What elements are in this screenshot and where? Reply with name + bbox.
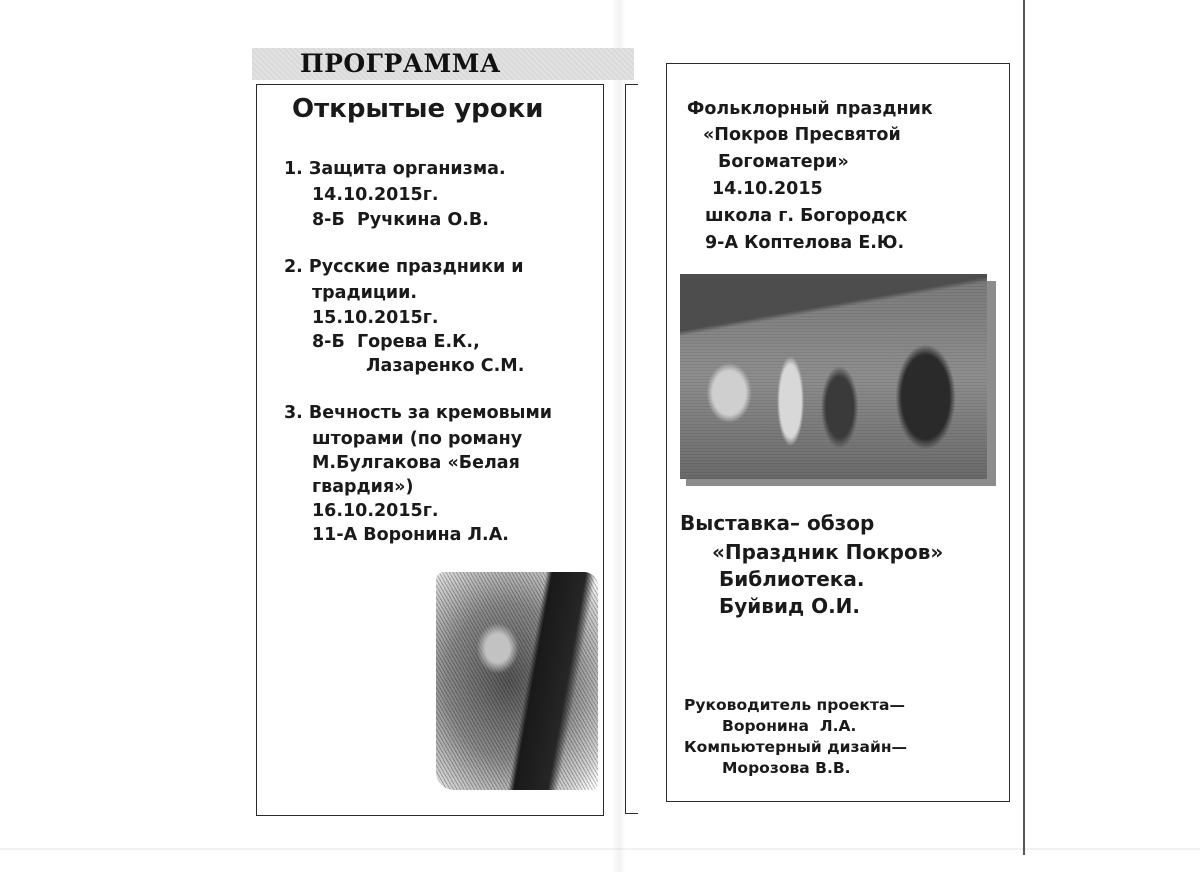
lesson-3-title-cont-3: гвардия») xyxy=(312,477,414,497)
lesson-1-date: 14.10.2015г. xyxy=(312,185,439,205)
lesson-1-title: 1. Защита организма. xyxy=(284,159,506,179)
lesson-2-title: 2. Русские праздники и xyxy=(284,257,524,277)
lesson-3-title-cont-1: шторами (по роману xyxy=(312,429,523,449)
credits-project-lead: Воронина Л.А. xyxy=(722,717,857,735)
portrait-illustration xyxy=(436,572,598,790)
exhibition-name: «Праздник Покров» xyxy=(712,540,944,564)
exhibition-place: Библиотека. xyxy=(719,567,865,591)
event-location: школа г. Богородск xyxy=(705,206,908,226)
lesson-1-teacher: 8-Б Ручкина О.В. xyxy=(312,210,489,230)
program-header: ПРОГРАММА xyxy=(300,49,501,78)
paper-bottom-edge xyxy=(0,848,1200,850)
lesson-3-teacher: 11-А Воронина Л.А. xyxy=(312,525,509,545)
event-teacher: 9-А Коптелова Е.Ю. xyxy=(705,233,905,253)
page-fold-shadow xyxy=(612,0,626,872)
credits-design-label: Компьютерный дизайн— xyxy=(684,738,908,756)
event-name-2: Богоматери» xyxy=(718,152,849,172)
credits-designer: Морозова В.В. xyxy=(722,759,851,777)
lesson-3-date: 16.10.2015г. xyxy=(312,501,439,521)
adjacent-panel-bracket xyxy=(625,84,638,814)
lesson-2-date: 15.10.2015г. xyxy=(312,308,439,328)
credits-project-lead-label: Руководитель проекта— xyxy=(684,696,905,714)
paper-right-edge xyxy=(1023,0,1025,855)
folk-festival-photo xyxy=(680,274,987,479)
lesson-2-teacher: 8-Б Горева Е.К., xyxy=(312,332,480,352)
open-lessons-title: Открытые уроки xyxy=(292,94,544,124)
lesson-2-teacher-2: Лазаренко С.М. xyxy=(366,356,525,376)
event-name-1: «Покров Пресвятой xyxy=(703,125,901,145)
lesson-2-title-cont: традиции. xyxy=(312,283,418,303)
event-title: Фольклорный праздник xyxy=(687,99,933,119)
exhibition-curator: Буйвид О.И. xyxy=(719,594,861,618)
exhibition-title: Выставка– обзор xyxy=(680,511,875,535)
lesson-3-title-cont-2: М.Булгакова «Белая xyxy=(312,453,520,473)
event-date: 14.10.2015 xyxy=(712,179,823,199)
lesson-3-title: 3. Вечность за кремовыми xyxy=(284,403,553,423)
